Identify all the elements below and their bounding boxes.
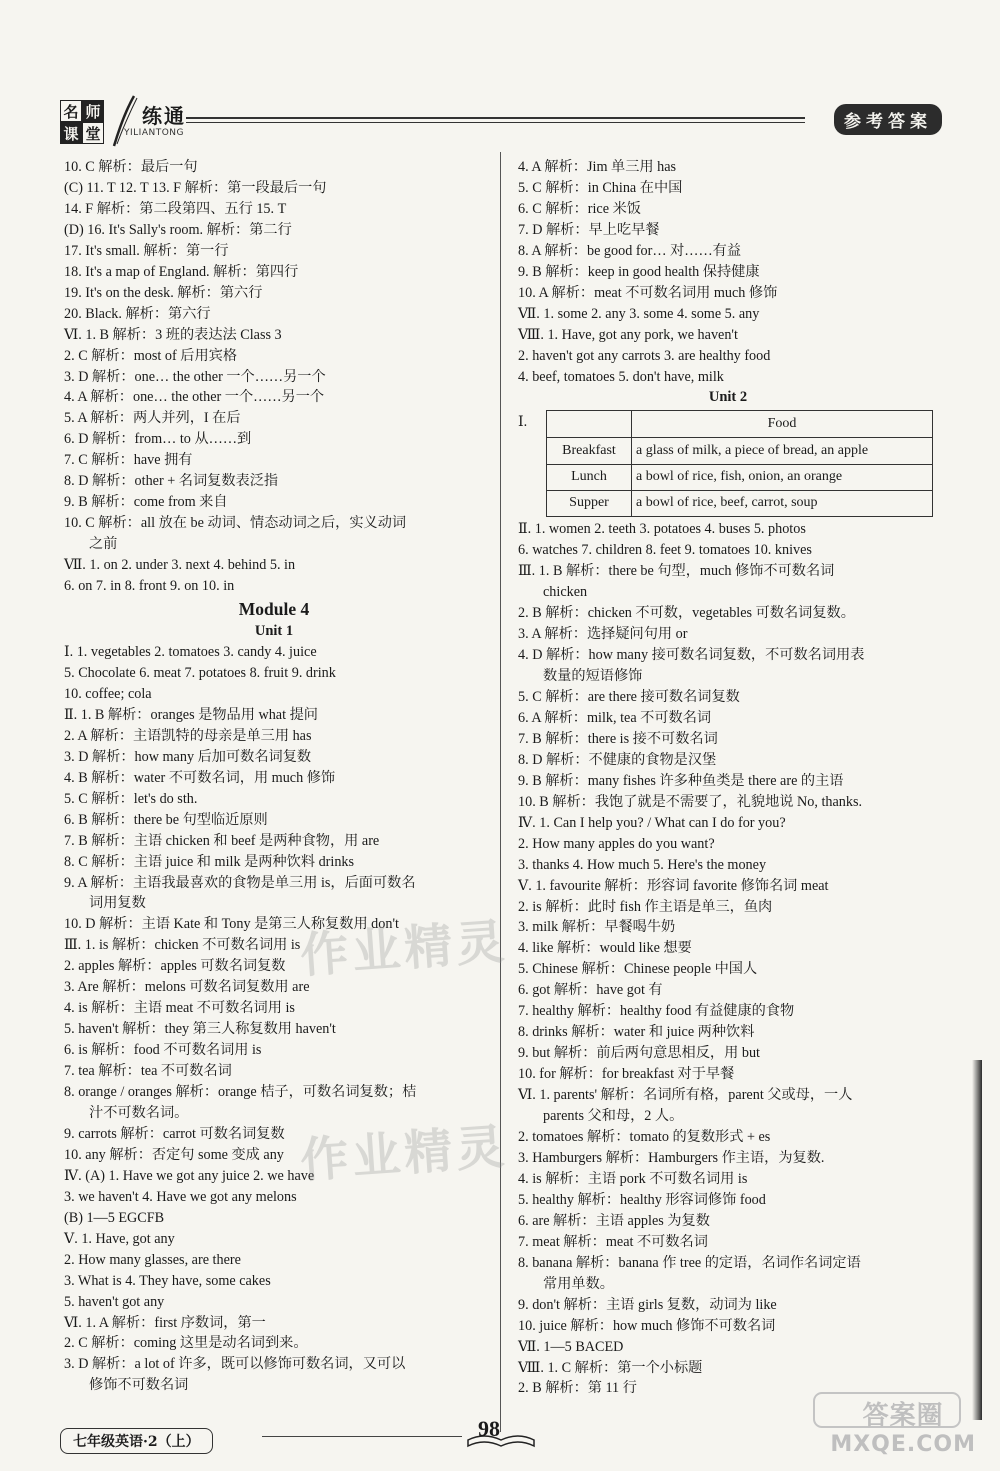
logo-char: 课 [60, 122, 82, 144]
answer-line: 3. milk 解析：早餐喝牛奶 [518, 919, 676, 936]
right-column-top [518, 157, 938, 408]
food-table-header-row [547, 411, 933, 438]
answer-line: 4. A 解析：Jim 单三用 has [518, 159, 677, 175]
food-table-header: Food [632, 411, 933, 438]
food-table [546, 410, 933, 517]
answer-key-tag: 参考答案 [834, 104, 942, 135]
answer-line: (B) 1—5 EGCFB [64, 1209, 165, 1226]
answer-line: 6. C 解析：rice 米饭 [518, 200, 641, 217]
answer-line: 6. A 解析：milk, tea 不可数名词 [518, 709, 712, 726]
food-table-block [518, 410, 938, 517]
answer-line: 9. don't 解析：主语 girls 复数，动词为 like [518, 1296, 777, 1313]
answer-line: 10. any 解析：否定句 some 变成 any [64, 1146, 284, 1163]
page-number: 98 [478, 1416, 500, 1441]
answer-line: Ⅵ. 1. parents' 解析：名词所有格，parent 父或母，一人 [518, 1087, 853, 1104]
answer-line: 9. carrots 解析：carrot 可数名词复数 [64, 1125, 285, 1142]
answer-line: 10. B 解析：我饱了就是不需要了，礼貌地说 No, thanks. [518, 793, 863, 810]
answer-line: 10. coffee; cola [64, 685, 152, 702]
answer-line: 5. A 解析：两人并列，I 在后 [64, 410, 241, 427]
stamp-watermark: 作业精灵 [298, 1118, 511, 1190]
answer-line: 修饰不可数名词 [89, 1377, 189, 1394]
logo-char: 师 [82, 100, 104, 122]
answer-line: 2. C 解析：most of 后用宾格 [64, 347, 238, 364]
answer-line: 汁不可数名词。 [89, 1104, 189, 1121]
answer-line: 8. banana 解析：banana 作 tree 的定语，名词作名词定语 [518, 1254, 861, 1271]
answer-line: 4. is 解析：主语 pork 不可数名词用 is [518, 1170, 748, 1187]
pen-icon [104, 92, 144, 152]
answer-line: 3. D 解析：how many 后加可数名词复数 [64, 748, 312, 765]
answer-line: 词用复数 [89, 895, 146, 912]
answer-line: 5. Chocolate 6. meat 7. potatoes 8. fruit 9. drink [64, 664, 336, 681]
answer-line: 6. watches 7. children 8. feet 9. tomatoes 10. knives [518, 542, 812, 559]
answer-line: 5. haven't 解析：they 第三人称复数用 haven't [64, 1021, 336, 1038]
publisher-logo [60, 100, 104, 144]
answer-line: 6. are 解析：主语 apples 为复数 [518, 1212, 710, 1229]
answer-line: 9. B 解析：come from 来自 [64, 494, 228, 511]
answer-line: 数量的短语修饰 [543, 668, 643, 685]
answer-line: 4. is 解析：主语 meat 不可数名词用 is [64, 1000, 295, 1017]
answer-line: 4. D 解析：how many 接可数名词复数，不可数名词用表 [518, 647, 865, 664]
answer-line: 2. How many apples do you want? [518, 835, 715, 852]
answer-line: Ⅶ. 1—5 BACED [518, 1338, 624, 1355]
answer-line: 9. B 解析：keep in good health 保持健康 [518, 263, 760, 280]
answer-line: 19. It's on the desk. 解析：第六行 [64, 284, 263, 301]
answer-line: 常用单数。 [543, 1275, 614, 1292]
unit-heading: Unit 2 [708, 389, 748, 406]
answer-line: 6. on 7. in 8. front 9. on 10. in [64, 578, 235, 595]
answer-line: 6. D 解析：from… to 从……到 [64, 431, 252, 448]
answer-line: 10. juice 解析：how much 修饰不可数名词 [518, 1317, 776, 1334]
answer-line: 2. haven't got any carrots 3. are healthy food [518, 347, 771, 364]
answer-line: Ⅳ. (A) 1. Have we got any juice 2. we have [64, 1167, 315, 1184]
answer-line: 10. A 解析：meat 不可数名词用 much 修饰 [518, 284, 778, 301]
answer-line: 5. C 解析：let's do sth. [64, 790, 198, 807]
right-column [518, 157, 938, 1399]
meal-cell: Supper [547, 491, 632, 517]
food-table-row [547, 438, 933, 464]
logo-char: 堂 [82, 122, 104, 144]
answer-line: (D) 16. It's Sally's room. 解析：第二行 [64, 221, 292, 238]
brand-subtitle: YILIANTONG [124, 128, 184, 138]
answer-line: 3. Hamburgers 解析：Hamburgers 作主语，为复数. [518, 1149, 825, 1166]
answer-line: 2. is 解析：此时 fish 作主语是单三，鱼肉 [518, 898, 773, 915]
answer-line: 2. B 解析：chicken 不可数，vegetables 可数名词复数。 [518, 605, 855, 622]
answer-line: 7. D 解析：早上吃早餐 [518, 221, 660, 238]
answer-line: 3. thanks 4. How much 5. Here's the money [518, 856, 767, 873]
answer-line: 5. haven't got any [64, 1293, 165, 1310]
food-cell: a bowl of rice, fish, onion, an orange [632, 464, 933, 490]
column-divider [500, 152, 501, 1432]
answer-line: 7. meat 解析：meat 不可数名词 [518, 1233, 708, 1250]
answer-line: 3. D 解析：a lot of 许多，既可以修饰可数名词，又可以 [64, 1356, 406, 1373]
answer-line: 20. Black. 解析：第六行 [64, 305, 211, 322]
header-rule [186, 117, 805, 119]
answer-line: 4. A 解析：one… the other 一个……另一个 [64, 389, 325, 406]
answer-line: 18. It's a map of England. 解析：第四行 [64, 263, 299, 280]
answer-line: 8. orange / oranges 解析：orange 桔子，可数名词复数；桔 [64, 1084, 417, 1101]
answer-line: 8. C 解析：主语 juice 和 milk 是两种饮料 drinks [64, 853, 355, 870]
watermark-title: 答案圈 [862, 1401, 944, 1431]
answer-line: 8. drinks 解析：water 和 juice 两种饮料 [518, 1024, 755, 1041]
answer-line: 7. healthy 解析：healthy food 有益健康的食物 [518, 1003, 795, 1020]
answer-line: 2. C 解析：coming 这里是动名词到来。 [64, 1335, 308, 1352]
answer-line: 3. D 解析：one… the other 一个……另一个 [64, 368, 326, 385]
answer-line: 7. B 解析：there is 接不可数名词 [518, 730, 718, 747]
answer-line: Ⅷ. 1. Have, got any pork, we haven't [518, 326, 738, 343]
page-edge-shadow [972, 1060, 982, 1420]
answer-line: 8. D 解析：不健康的食物是汉堡 [518, 751, 717, 768]
answer-line: Ⅴ. 1. favourite 解析：形容词 favorite 修饰名词 meat [518, 877, 829, 894]
answer-line: Ⅶ. 1. on 2. under 3. next 4. behind 5. in [64, 557, 296, 574]
answer-line: (C) 11. T 12. T 13. F 解析：第一段最后一句 [64, 179, 327, 196]
answer-line: 14. F 解析：第二段第四、五行 15. T [64, 200, 287, 217]
answer-line: chicken [543, 584, 588, 601]
stamp-watermark: 作业精灵 [298, 913, 511, 985]
answer-line: 5. C 解析：in China 在中国 [518, 179, 683, 196]
answer-line: 之前 [89, 536, 118, 553]
answer-line: 4. like 解析：would like 想要 [518, 940, 692, 957]
answer-line: Ⅳ. 1. Can I help you? / What can I do for you? [518, 814, 786, 831]
site-watermark [830, 1395, 976, 1457]
answer-line: Ⅴ. 1. Have, got any [64, 1230, 175, 1247]
header-rule-thin [186, 122, 805, 123]
answer-line: 9. but 解析：前后两句意思相反，用 but [518, 1045, 760, 1062]
answer-line: Ⅶ. 1. some 2. any 3. some 4. some 5. any [518, 305, 760, 322]
brand-title: 练通 [142, 104, 186, 128]
answer-line: Ⅵ. 1. B 解析：3 班的表达法 Class 3 [64, 326, 282, 343]
answer-line: 6. B 解析：there be 句型临近原则 [64, 811, 268, 828]
food-table-row [547, 464, 933, 490]
answer-line: 2. A 解析：主语凯特的母亲是单三用 has [64, 727, 312, 744]
answer-line: 2. apples 解析：apples 可数名词复数 [64, 958, 286, 975]
book-label: 七年级英语·2（上） [60, 1428, 213, 1454]
answer-line: 10. C 解析：all 放在 be 动词、情态动词之后，实义动词 [64, 515, 407, 532]
answer-line: 5. healthy 解析：healthy 形容词修饰 food [518, 1191, 766, 1208]
logo-char: 名 [60, 100, 82, 122]
answer-line: 3. What is 4. They have, some cakes [64, 1272, 271, 1289]
answer-line: 8. A 解析：be good for… 对……有益 [518, 242, 742, 259]
food-cell: a glass of milk, a piece of bread, an apple [632, 438, 933, 464]
meal-cell: Breakfast [547, 438, 632, 464]
left-column [64, 157, 484, 1396]
answer-line: 5. C 解析：are there 接可数名词复数 [518, 689, 740, 705]
answer-line: 6. got 解析：have got 有 [518, 982, 663, 999]
answer-line: 2. B 解析：第 11 行 [518, 1380, 637, 1397]
answer-line: 7. C 解析：have 拥有 [64, 452, 193, 469]
answer-line: parents 父和母，2 人。 [543, 1108, 684, 1125]
answer-line: Ⅵ. 1. A 解析：first 序数词，第一 [64, 1314, 266, 1331]
section-numeral: Ⅰ. [518, 414, 528, 431]
module-heading: Module 4 [238, 599, 310, 620]
unit-heading: Unit 1 [254, 623, 294, 640]
answer-line: 7. tea 解析：tea 不可数名词 [64, 1063, 232, 1080]
food-cell: a bowl of rice, beef, carrot, soup [632, 491, 933, 517]
answer-line: 10. C 解析：最后一句 [64, 159, 198, 175]
answer-line: 3. A 解析：选择疑问句用 or [518, 626, 688, 643]
answer-line: Ⅰ. 1. vegetables 2. tomatoes 3. candy 4. juice [64, 644, 317, 661]
watermark-url: MXQE.COM [830, 1432, 976, 1457]
answer-line: 9. B 解析：many fishes 许多种鱼类是 there are 的主语 [518, 772, 844, 789]
answer-line: 9. A 解析：主语我最喜欢的食物是单三用 is，后面可数名 [64, 874, 416, 891]
answer-line: 5. Chinese 解析：Chinese people 中国人 [518, 961, 758, 978]
answer-line: 2. tomatoes 解析：tomato 的复数形式 + es [518, 1129, 771, 1146]
right-column-bottom [518, 519, 938, 1399]
answer-line: 4. beef, tomatoes 5. don't have, milk [518, 368, 724, 385]
open-book-icon [464, 1410, 538, 1450]
answer-line: Ⅷ. 1. C 解析：第一个小标题 [518, 1359, 703, 1376]
meal-cell: Lunch [547, 464, 632, 490]
food-table-row [547, 491, 933, 517]
answer-line: 4. B 解析：water 不可数名词，用 much 修饰 [64, 769, 336, 786]
answer-line: Ⅲ. 1. B 解析：there be 句型，much 修饰不可数名词 [518, 563, 835, 580]
answer-line: 17. It's small. 解析：第一行 [64, 242, 229, 259]
answer-line: 10. for 解析：for breakfast 对于早餐 [518, 1066, 735, 1083]
answer-line: 7. B 解析：主语 chicken 和 beef 是两种食物，用 are [64, 832, 380, 849]
answer-line: 2. How many glasses, are there [64, 1251, 241, 1268]
answer-line: 6. is 解析：food 不可数名词用 is [64, 1042, 262, 1059]
food-table-corner [547, 411, 632, 438]
answer-line: Ⅱ. 1. B 解析：oranges 是物品用 what 提问 [64, 706, 318, 723]
footer-rule [262, 1436, 462, 1437]
answer-line: 8. D 解析：other + 名词复数表泛指 [64, 473, 279, 490]
answer-line: Ⅱ. 1. women 2. teeth 3. potatoes 4. buses 5. photos [518, 521, 806, 538]
answer-line: 10. D 解析：主语 Kate 和 Tony 是第三人称复数用 don't [64, 916, 399, 933]
answer-line: 3. we haven't 4. Have we got any melons [64, 1188, 297, 1205]
answer-line: 3. Are 解析：melons 可数名词复数用 are [64, 979, 310, 996]
answer-line: Ⅲ. 1. is 解析：chicken 不可数名词用 is [64, 937, 301, 954]
